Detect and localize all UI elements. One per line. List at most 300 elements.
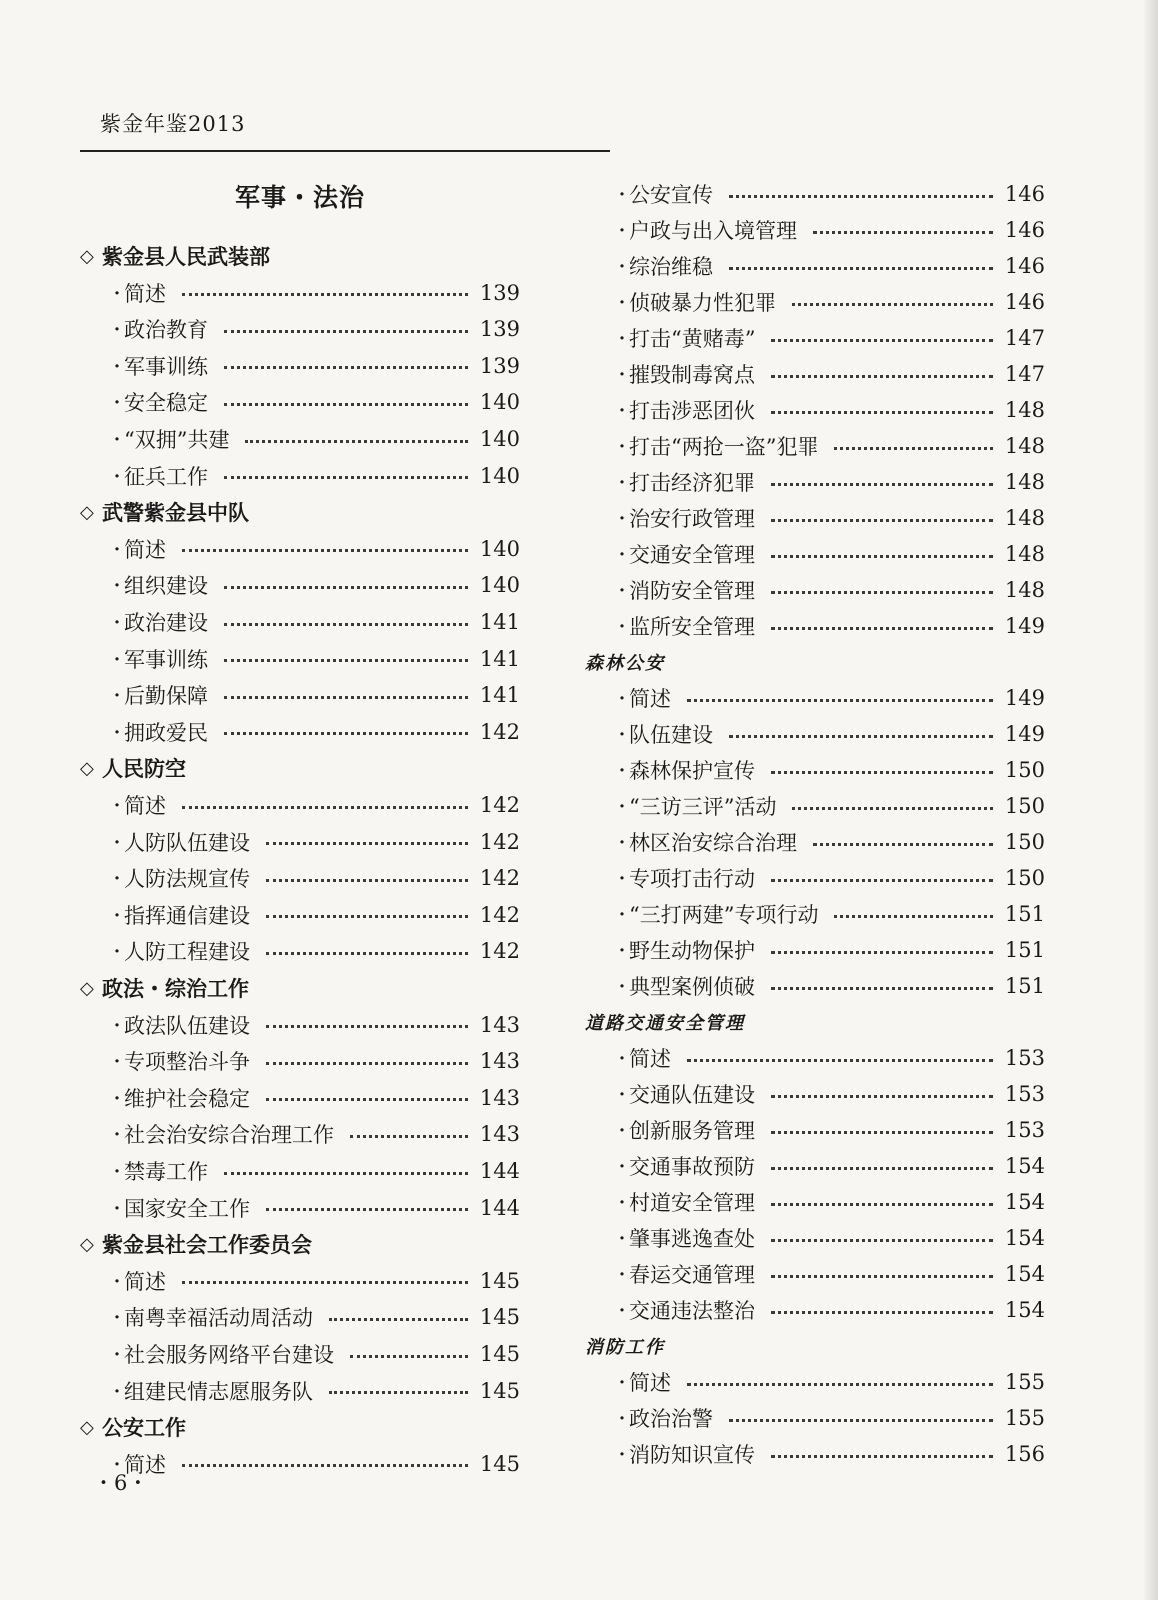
toc-entry — [80, 936, 520, 966]
toc-entry — [585, 827, 1045, 857]
toc-page-number: 146 — [1004, 182, 1045, 206]
dot-leader — [182, 1464, 468, 1467]
toc-entry-label: 队伍建设 — [629, 723, 713, 747]
toc-entry — [585, 863, 1045, 893]
bullet-icon: ・ — [613, 221, 631, 242]
toc-page-number: 143 — [479, 1122, 520, 1147]
toc-group-heading — [80, 241, 520, 271]
toc-entry-label: 肇事逃逸查处 — [629, 1227, 755, 1251]
bullet-icon: ・ — [108, 393, 126, 415]
dot-leader — [771, 555, 993, 558]
bullet-icon: ・ — [108, 686, 126, 708]
toc-entry — [585, 1439, 1045, 1469]
toc-entry — [585, 971, 1045, 1001]
bullet-icon: ・ — [613, 1445, 631, 1466]
dot-leader — [771, 879, 993, 882]
toc-entry-label: 交通安全管理 — [629, 543, 755, 567]
dot-leader — [266, 1098, 468, 1101]
toc-group-heading — [80, 753, 520, 783]
toc-entry — [80, 314, 520, 344]
toc-entry-label: 交通事故预防 — [629, 1155, 755, 1179]
toc-page-number: 153 — [1004, 1082, 1045, 1106]
toc-page-number: 142 — [479, 829, 520, 854]
toc-entry — [80, 570, 520, 600]
toc-subgroup-heading — [585, 647, 1045, 677]
dot-leader — [771, 771, 993, 774]
toc-page-number: 140 — [479, 427, 520, 451]
toc-entry — [585, 575, 1045, 605]
bullet-icon: ・ — [108, 1345, 126, 1366]
dot-leader — [224, 623, 468, 626]
toc-entry — [80, 1083, 520, 1113]
toc-page-number: 142 — [479, 902, 520, 927]
toc-entry-label: 简述 — [124, 1269, 166, 1294]
toc-entry — [80, 644, 520, 674]
toc-entry-label: 政法队伍建设 — [124, 1013, 250, 1038]
toc-entry-label: 拥政爱民 — [124, 720, 208, 745]
bullet-icon: ・ — [613, 617, 631, 638]
toc-entry — [80, 387, 520, 417]
dot-leader — [224, 366, 468, 369]
toc-page-number: 141 — [479, 683, 520, 708]
dot-leader — [266, 1062, 468, 1065]
toc-page-number: 142 — [479, 939, 520, 964]
toc-page-number: 155 — [1004, 1406, 1045, 1430]
bullet-icon: ・ — [613, 1301, 631, 1322]
dot-leader — [182, 1281, 468, 1284]
toc-page-number: 148 — [1004, 434, 1045, 458]
toc-entry — [585, 1367, 1045, 1397]
dot-leader — [771, 1311, 993, 1314]
diamond-icon: ◇ — [80, 1416, 94, 1438]
toc-entry-label: 国家安全工作 — [124, 1196, 250, 1221]
dot-leader — [771, 591, 993, 594]
toc-entry — [80, 461, 520, 491]
toc-entry-label: 组建民情志愿服务队 — [124, 1379, 313, 1404]
toc-entry — [80, 790, 520, 820]
bullet-icon: ・ — [613, 977, 631, 998]
toc-entry — [80, 1119, 520, 1149]
toc-entry-label: 林区治安综合治理 — [629, 831, 797, 855]
dot-leader — [266, 952, 468, 955]
dot-leader — [771, 1095, 993, 1098]
toc-page-number: 147 — [1004, 362, 1045, 386]
toc-entry-label: 军事训练 — [124, 647, 208, 672]
dot-leader — [224, 403, 468, 406]
toc-page-number: 148 — [1004, 542, 1045, 566]
dot-leader — [182, 806, 468, 809]
dot-leader — [834, 915, 992, 918]
dot-leader — [813, 843, 993, 846]
toc-entry — [585, 1043, 1045, 1073]
toc-entry-label: 简述 — [124, 794, 166, 818]
dot-leader — [771, 1275, 993, 1278]
toc-entry — [585, 1079, 1045, 1109]
toc-group-heading — [80, 497, 520, 527]
toc-page-number: 150 — [1004, 866, 1045, 890]
toc-entry-label: 政治治警 — [629, 1407, 713, 1431]
dot-leader — [771, 483, 993, 486]
dot-leader — [771, 1239, 993, 1242]
bullet-icon: ・ — [108, 356, 126, 378]
toc-entry-label: 维护社会稳定 — [124, 1086, 250, 1111]
toc-entry-label: 简述 — [124, 1452, 166, 1477]
toc-page-number: 143 — [479, 1012, 520, 1037]
toc-page-number: 145 — [479, 1451, 520, 1476]
bullet-icon: ・ — [108, 1381, 126, 1403]
toc-entry-label: 组织建设 — [124, 574, 208, 599]
bullet-icon: ・ — [613, 1373, 631, 1394]
toc-group-heading — [80, 1229, 520, 1259]
toc-page-number: 155 — [1004, 1370, 1045, 1394]
toc-entry-label: 消防安全管理 — [629, 579, 755, 603]
toc-entry — [585, 179, 1045, 209]
toc-page-number: 143 — [479, 1049, 520, 1074]
toc-entry — [80, 680, 520, 710]
bullet-icon: ・ — [108, 1454, 126, 1476]
dot-leader — [224, 732, 468, 735]
toc-entry-label: 征兵工作 — [124, 464, 208, 489]
dot-leader — [729, 1419, 993, 1422]
dot-leader — [182, 293, 468, 296]
toc-page-number: 149 — [1004, 722, 1045, 746]
bullet-icon: ・ — [108, 1088, 126, 1110]
toc-page-number: 153 — [1004, 1118, 1045, 1142]
toc-entry — [80, 717, 520, 747]
bullet-icon: ・ — [613, 473, 631, 494]
dot-leader — [771, 987, 993, 990]
toc-entry — [80, 1339, 520, 1369]
toc-entry-label: 人防法规宣传 — [124, 867, 250, 892]
toc-entry-label: 创新服务管理 — [629, 1119, 755, 1143]
bullet-icon: ・ — [613, 581, 631, 602]
toc-entry-label: 公安宣传 — [629, 183, 713, 207]
toc-entry-label: 打击经济犯罪 — [629, 471, 755, 495]
toc-entry-label: “双拥”共建 — [124, 428, 230, 452]
toc-page-number: 144 — [479, 1159, 520, 1183]
toc-entry — [585, 935, 1045, 965]
dot-leader — [729, 735, 993, 738]
bullet-icon: ・ — [613, 401, 631, 422]
toc-entry-label: 治安行政管理 — [629, 507, 755, 531]
bullet-icon: ・ — [613, 941, 631, 962]
toc-entry-label: 政治教育 — [124, 318, 208, 343]
bullet-icon: ・ — [613, 1409, 631, 1430]
dot-leader — [350, 1135, 468, 1138]
bullet-icon: ・ — [108, 283, 126, 305]
bullet-icon: ・ — [108, 539, 126, 561]
bullet-icon: ・ — [613, 293, 631, 314]
toc-page-number: 156 — [1004, 1442, 1045, 1466]
toc-entry — [80, 1376, 520, 1406]
toc-entry — [80, 1156, 520, 1186]
bullet-icon: ・ — [613, 1121, 631, 1142]
bullet-icon: ・ — [613, 797, 631, 818]
bullet-icon: ・ — [108, 905, 126, 927]
toc-entry-label: 社会服务网络平台建设 — [124, 1343, 334, 1367]
toc-entry — [585, 395, 1045, 425]
toc-page-number: 151 — [1004, 902, 1045, 926]
running-head: 紫金年鉴2013 — [100, 112, 246, 136]
toc-page-number: 146 — [1004, 218, 1045, 242]
bullet-icon: ・ — [108, 649, 126, 671]
toc-page-number: 148 — [1004, 398, 1045, 422]
bullet-icon: ・ — [613, 761, 631, 782]
diamond-icon: ◇ — [80, 977, 94, 999]
toc-entry-label: 禁毒工作 — [124, 1160, 208, 1184]
toc-entry-label: 南粤幸福活动周活动 — [124, 1306, 313, 1331]
dot-leader — [792, 303, 993, 306]
bullet-icon: ・ — [108, 942, 126, 964]
bullet-icon: ・ — [108, 576, 126, 598]
toc-entry — [585, 791, 1045, 821]
bullet-icon: ・ — [613, 1193, 631, 1214]
dot-leader — [266, 1208, 468, 1211]
dot-leader — [182, 549, 468, 552]
toc-entry-label: 春运交通管理 — [629, 1263, 755, 1287]
bullet-icon: ・ — [613, 689, 631, 710]
toc-entry — [585, 1259, 1045, 1289]
bullet-icon: ・ — [613, 257, 631, 278]
toc-page-number: 147 — [1004, 326, 1045, 350]
toc-page-number: 144 — [479, 1195, 520, 1220]
bullet-icon: ・ — [108, 869, 126, 891]
dot-leader — [771, 375, 993, 378]
toc-group-heading — [80, 973, 520, 1003]
bullet-icon: ・ — [613, 1085, 631, 1106]
bullet-icon: ・ — [108, 1052, 126, 1074]
toc-group-label: 政法・综治工作 — [102, 976, 249, 1001]
toc-entry — [80, 827, 520, 857]
dot-leader — [266, 879, 468, 882]
dot-leader — [687, 1383, 993, 1386]
toc-entry-label: 简述 — [629, 1047, 671, 1071]
toc-entry — [585, 1403, 1045, 1433]
dot-leader — [771, 411, 993, 414]
toc-subgroup-heading — [585, 1007, 1045, 1037]
toc-entry — [80, 900, 520, 930]
toc-entry-label: 侦破暴力性犯罪 — [629, 291, 776, 315]
dot-leader — [834, 447, 992, 450]
toc-page-number: 145 — [479, 1378, 520, 1403]
dot-leader — [266, 915, 468, 918]
toc-entry — [585, 215, 1045, 245]
dot-leader — [266, 842, 468, 845]
toc-entry-label: 监所安全管理 — [629, 615, 755, 639]
toc-page-number: 146 — [1004, 254, 1045, 278]
toc-entry-label: 摧毁制毒窝点 — [629, 363, 755, 387]
diamond-icon: ◇ — [80, 501, 94, 523]
bullet-icon: ・ — [613, 1265, 631, 1286]
toc-entry — [80, 351, 520, 381]
toc-group-label: 武警紫金县中队 — [102, 500, 249, 526]
toc-entry-label: 政治建设 — [124, 611, 208, 635]
page-folio: ・6・ — [93, 1471, 149, 1495]
dot-leader — [224, 659, 468, 662]
toc-entry — [585, 1115, 1045, 1145]
dot-leader — [771, 1203, 993, 1206]
dot-leader — [729, 195, 993, 198]
toc-entry-label: 简述 — [629, 1371, 671, 1395]
toc-entry-label: 社会治安综合治理工作 — [124, 1123, 334, 1148]
toc-page-number: 154 — [1004, 1298, 1045, 1322]
bullet-icon: ・ — [613, 545, 631, 566]
toc-entry-label: 专项整治斗争 — [124, 1050, 250, 1075]
toc-entry-label: 综治维稳 — [629, 255, 713, 279]
dot-leader — [687, 1059, 993, 1062]
toc-entry-label: 村道安全管理 — [629, 1191, 755, 1215]
bullet-icon: ・ — [613, 509, 631, 530]
toc-page-number: 140 — [479, 390, 520, 415]
dot-leader — [224, 696, 468, 699]
section-title: 军事・法治 — [234, 183, 365, 212]
bullet-icon: ・ — [108, 613, 126, 634]
toc-entry-label: 军事训练 — [124, 354, 208, 379]
toc-entry-label: 人防工程建设 — [124, 940, 250, 965]
bullet-icon: ・ — [613, 365, 631, 386]
toc-entry — [80, 1010, 520, 1040]
toc-page-number: 139 — [479, 353, 520, 378]
toc-entry-label: 打击“黄赌毒” — [629, 327, 756, 351]
dot-leader — [792, 807, 992, 810]
toc-page-number: 145 — [479, 1268, 520, 1293]
toc-entry — [80, 607, 520, 637]
toc-page-number: 150 — [1004, 794, 1045, 818]
dot-leader — [329, 1391, 468, 1394]
toc-entry — [80, 278, 520, 308]
bullet-icon: ・ — [108, 1162, 126, 1183]
bullet-icon: ・ — [613, 1157, 631, 1178]
bullet-icon: ・ — [613, 833, 631, 854]
toc-page-number: 148 — [1004, 578, 1045, 602]
dot-leader — [771, 1131, 993, 1134]
toc-entry-label: 简述 — [124, 281, 166, 306]
toc-entry-label: 交通违法整治 — [629, 1299, 755, 1323]
toc-entry — [80, 1193, 520, 1223]
toc-entry — [585, 467, 1045, 497]
toc-page-number: 140 — [479, 573, 520, 598]
toc-page-number: 142 — [479, 793, 520, 817]
toc-page-number: 142 — [479, 866, 520, 891]
bullet-icon: ・ — [613, 869, 631, 890]
toc-page-number: 154 — [1004, 1154, 1045, 1178]
toc-page-number: 149 — [1004, 614, 1045, 638]
bullet-icon: ・ — [613, 1049, 631, 1070]
bullet-icon: ・ — [613, 905, 631, 926]
toc-page-number: 150 — [1004, 830, 1045, 854]
toc-page-number: 153 — [1004, 1046, 1045, 1070]
toc-entry — [80, 1046, 520, 1076]
dot-leader — [224, 586, 468, 589]
bullet-icon: ・ — [108, 466, 126, 488]
dot-leader — [329, 1318, 468, 1321]
dot-leader — [687, 699, 993, 702]
toc-page-number: 151 — [1004, 938, 1045, 962]
bullet-icon: ・ — [108, 1198, 126, 1220]
dot-leader — [224, 1172, 468, 1175]
bullet-icon: ・ — [613, 437, 631, 458]
dot-leader — [813, 231, 993, 234]
diamond-icon: ◇ — [80, 1233, 94, 1255]
toc-entry — [585, 1295, 1045, 1325]
dot-leader — [771, 519, 993, 522]
toc-entry-label: 简述 — [124, 537, 166, 562]
toc-page-number: 148 — [1004, 470, 1045, 494]
toc-entry-label: 安全稳定 — [124, 391, 208, 416]
bullet-icon: ・ — [108, 320, 126, 342]
toc-entry-label: 野生动物保护 — [629, 939, 755, 963]
toc-page-number: 140 — [479, 463, 520, 488]
dot-leader — [771, 1167, 993, 1170]
toc-entry — [585, 899, 1045, 929]
toc-group-label: 公安工作 — [102, 1415, 186, 1441]
toc-group-heading — [80, 1412, 520, 1442]
diamond-icon: ◇ — [80, 757, 94, 779]
toc-entry-label: 简述 — [629, 687, 671, 711]
toc-entry-label: 指挥通信建设 — [124, 903, 250, 928]
toc-page-number: 139 — [479, 317, 520, 342]
toc-entry-label: 人防队伍建设 — [124, 830, 250, 855]
dot-leader — [771, 1455, 993, 1458]
toc-entry — [80, 534, 520, 564]
dot-leader — [771, 627, 993, 630]
bullet-icon: ・ — [613, 1229, 631, 1250]
toc-subgroup-label: 消防工作 — [585, 1337, 665, 1358]
dot-leader — [266, 1025, 468, 1028]
dot-leader — [771, 339, 992, 342]
bullet-icon: ・ — [108, 1308, 126, 1330]
dot-leader — [245, 440, 467, 443]
toc-entry-label: “三访三评”活动 — [629, 795, 777, 819]
toc-entry-label: 森林保护宣传 — [629, 759, 755, 783]
toc-page-number: 140 — [479, 536, 520, 561]
toc-entry-label: 打击涉恶团伙 — [629, 399, 755, 423]
bullet-icon: ・ — [108, 722, 126, 744]
toc-page-number: 145 — [479, 1342, 520, 1366]
bullet-icon: ・ — [108, 796, 126, 817]
toc-entry — [585, 719, 1045, 749]
bullet-icon: ・ — [108, 430, 126, 451]
bullet-icon: ・ — [108, 1015, 126, 1037]
bullet-icon: ・ — [613, 329, 631, 350]
toc-page-number: 139 — [479, 280, 520, 305]
toc-group-label: 紫金县人民武装部 — [102, 244, 270, 269]
toc-entry-label: 后勤保障 — [124, 684, 208, 709]
toc-entry — [80, 424, 520, 454]
toc-page-number: 154 — [1004, 1262, 1045, 1286]
header-rule — [80, 150, 610, 152]
toc-entry — [585, 359, 1045, 389]
dot-leader — [729, 267, 993, 270]
toc-page-number: 151 — [1004, 974, 1045, 998]
toc-page-number: 145 — [479, 1305, 520, 1330]
dot-leader — [771, 951, 993, 954]
toc-page-number: 154 — [1004, 1190, 1045, 1214]
diamond-icon: ◇ — [80, 245, 94, 267]
toc-entry — [585, 1223, 1045, 1253]
toc-entry — [585, 431, 1045, 461]
toc-page-number: 148 — [1004, 506, 1045, 530]
toc-entry — [585, 1151, 1045, 1181]
toc-entry — [585, 755, 1045, 785]
toc-entry — [585, 323, 1045, 353]
toc-entry — [585, 683, 1045, 713]
toc-page-number: 141 — [479, 610, 520, 634]
bullet-icon: ・ — [108, 1125, 126, 1147]
toc-entry-label: 专项打击行动 — [629, 867, 755, 891]
dot-leader — [350, 1355, 468, 1358]
toc-entry-label: 交通队伍建设 — [629, 1083, 755, 1107]
